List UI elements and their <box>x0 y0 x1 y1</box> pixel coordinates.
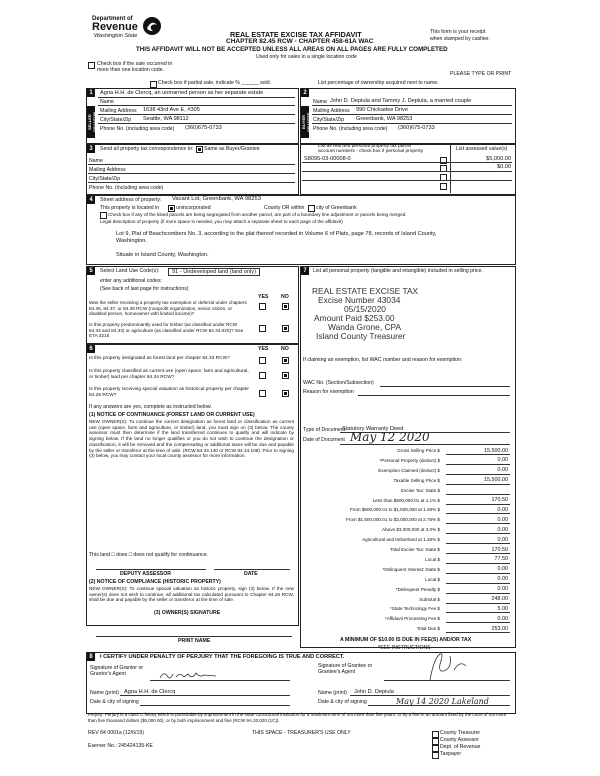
calc-underline <box>446 504 510 505</box>
eserver-number: Eserver No.: 245424135-KE <box>88 743 153 749</box>
dor-line1: Department of <box>92 16 133 22</box>
s6-q1-no[interactable] <box>282 357 289 364</box>
send-tax-mailing-label: Mailing Address <box>89 167 126 173</box>
segregated-label: Check box if any of the listed parcels are being segregated from another parcel, are part of a boundary line adjustment or parcels being merged. <box>108 212 407 217</box>
sig-grantor-label: Signature of Grantor or Grantor's Agent <box>90 665 144 678</box>
legal-line-1: Lot 9, Plat of Beachcombers No. 3, according to the plat thereof recorded in Volume 6 of Plats, page 78, records of Island County, <box>116 231 437 237</box>
calc-value: 170.50 <box>491 546 508 553</box>
send-tax-name-label: Name <box>89 158 103 164</box>
calc-label: *Delinquent Penalty $ <box>395 586 440 592</box>
see-instructions: *SEE INSTRUCTIONS <box>378 645 431 651</box>
doc-date-label: Date of Document <box>303 437 345 443</box>
s6-deputy-label: DEPUTY ASSESSOR <box>120 571 172 577</box>
s6-does-qualify: This land □ does □ does not qualify for continuance. <box>89 552 209 558</box>
land-use-q2: Is this property predominantly used for timber (as classified under RCW 84.34 and 84.33) or agriculture (as classified under RCW 84.34.020)? See ETA 3215 <box>89 322 244 339</box>
calc-label: Exemption Claimed (deduct) $ <box>378 467 440 473</box>
seller-mailing-value: 1638 43rd Ave E, #305 <box>143 107 200 113</box>
calc-underline <box>446 593 510 594</box>
send-tax-city-label: City/State/Zip <box>89 176 121 182</box>
section-3-number: 3 <box>87 145 95 153</box>
land-use-yes-header: YES <box>258 294 269 300</box>
stamp-line-1: REAL ESTATE EXCISE TAX <box>312 286 419 296</box>
calc-label: Excise Tax: State $ <box>401 487 440 493</box>
calc-underline <box>446 563 510 564</box>
rev-number: REV 84 0001a (12/6/19) <box>88 730 144 736</box>
calc-label: From $1,500,000.01 to $3,000,000 at 2.75% $ <box>346 517 440 523</box>
partial-sale-label: Check box if partial sale, indicate % ______ sold. <box>158 80 272 86</box>
calc-value: 15,500.00 <box>484 477 508 484</box>
seller-name-value: Agna H.H. de Clercq, an unmarried person as her separate estate <box>100 90 264 96</box>
calc-label: Above $3,000,000 at 3.0% $ <box>382 527 440 533</box>
minimum-note: A MINIMUM OF $10.00 IS DUE IN FEE(S) AND/OR TAX <box>340 637 472 643</box>
segregated-checkbox[interactable] <box>100 212 107 219</box>
stamp-line-4: Amount Paid $253.00 <box>314 313 395 323</box>
unincorporated-label: unincorporated <box>176 205 211 211</box>
legal-line-3: Situate in Island County, Washington. <box>116 252 209 258</box>
send-tax-label: Send all property tax correspondence to: <box>100 146 194 152</box>
buyer-city-value: Greenbank, WA 98253 <box>356 116 413 122</box>
calc-label: *State Technology Fee $ <box>390 606 440 612</box>
seller-phone-value: (360)675-0733 <box>185 125 222 131</box>
s6-q2-yes[interactable] <box>259 372 266 379</box>
calc-underline <box>446 454 510 455</box>
grantor-name-value: Agna H.H. de Clercq <box>124 689 176 695</box>
copy-checkbox[interactable] <box>432 745 439 752</box>
doc-date-value: May 12 2020 <box>350 430 430 444</box>
copy-checkbox[interactable] <box>432 752 439 759</box>
reason-label: Reason for exemption <box>303 389 354 395</box>
parcel-4-personal-checkbox[interactable] <box>440 183 447 190</box>
calc-value: 0.00 <box>497 516 508 523</box>
dor-logo <box>92 16 162 46</box>
land-use-code: 91 - Undeveloped land (land only) <box>168 268 260 276</box>
calc-underline <box>446 553 510 554</box>
calc-label: Total Due $ <box>416 626 440 632</box>
s6-q3: Is this property receiving special valuation as historical property per chapter 84.26 RCW? <box>89 387 249 398</box>
land-use-q2-yes[interactable] <box>259 325 266 332</box>
s6-q3-no[interactable] <box>282 390 289 397</box>
buyer-mailing-value: 990 Chickadee Drive <box>356 107 408 113</box>
grantee-name-label: Name (print) <box>318 690 347 696</box>
s6-notice1-title: (1) NOTICE OF CONTINUANCE (FOREST LAND OR CURRENT USE) <box>89 412 255 418</box>
calc-label: Total Excise Tax: State $ <box>390 547 440 552</box>
s6-print-name: PRINT NAME <box>178 638 211 644</box>
calc-label: Gross Selling Price $ <box>397 448 440 453</box>
partial-sale-checkbox[interactable] <box>150 81 157 88</box>
land-use-q1-yes[interactable] <box>259 303 266 310</box>
s6-no-header: NO <box>281 346 289 352</box>
parcel-value-2: $0.00 <box>497 164 511 170</box>
section-2-number: 2 <box>301 89 309 97</box>
calc-underline <box>446 484 510 485</box>
s6-notice2-text: NEW OWNER(S): To continue special valuation as historic property, sign (3) below. If the new owner(s) does not wish to continue, all additional tax calculated pursuant to Chapter 84.26 RCW, shall be due and payable by the seller or transferor at the time of sale. <box>89 586 294 603</box>
see-back-label: (See back of last page for instructions) <box>100 286 189 292</box>
wac-label: WAC No. (Section/Subsection) <box>303 380 374 386</box>
land-use-label: Select Land Use Code(s): <box>100 268 160 274</box>
grantor-date-label: Date & city of signing <box>90 699 139 705</box>
calc-value: 0.00 <box>497 506 508 513</box>
copy-checkbox[interactable] <box>432 738 439 745</box>
seller-mailing-label: Mailing Address <box>100 108 137 114</box>
grantee-name-value: John D. Depiula <box>354 689 394 695</box>
buyer-mailing-label: Mailing Address <box>313 108 350 114</box>
copy-label: County Assessor <box>440 737 479 743</box>
more-than-one-label: Check box if the sale occurred in <box>97 61 173 67</box>
calc-value: 0.00 <box>497 576 508 583</box>
seller-name-label: Name <box>100 99 114 105</box>
sig-grantee-label: Signature of Grantee or Grantee's Agent <box>318 663 373 676</box>
exemption-label: If claiming an exemption, list WAC number and reason for exemption: <box>303 357 463 363</box>
unincorporated-checkbox[interactable] <box>168 205 175 212</box>
calc-underline <box>446 583 510 584</box>
buyer-city-label: City/State/Zip <box>313 117 345 123</box>
section-7-number: 7 <box>301 267 309 275</box>
buyer-name-value: John D. Depiula and Tammy J. Depiula, a married couple <box>330 98 472 104</box>
located-label: This property is located in <box>100 205 160 211</box>
stamp-line-3: 05/15/2020 <box>344 304 386 314</box>
stamp-line-6: Island County Treasurer <box>316 331 406 341</box>
calc-label: *Personal Property (deduct) $ <box>379 457 440 463</box>
stamp-line-5: Wanda Grone, CPA <box>328 322 402 332</box>
form-chapter: CHAPTER 82.45 RCW - CHAPTER 458-61A WAC <box>226 38 374 45</box>
buyer-phone-label: Phone No. (including area code) <box>313 126 388 132</box>
calc-underline <box>446 533 510 534</box>
more-than-one-label-2: more than one location code. <box>97 67 164 73</box>
calc-underline <box>446 474 510 475</box>
calc-underline <box>446 464 510 465</box>
dor-emblem-icon <box>142 16 162 36</box>
calc-value: 0.00 <box>497 615 508 622</box>
doc-type-value: Statutory Warranty Deed <box>342 426 404 432</box>
s6-notice2-title: (2) NOTICE OF COMPLIANCE (HISTORIC PROPERTY) <box>89 579 221 585</box>
parcel-value-1: $5,000.00 <box>486 156 511 162</box>
calc-underline <box>446 543 510 544</box>
legal-line-2: Washington. <box>116 238 147 244</box>
seller-phone-label: Phone No. (including area code) <box>100 126 175 132</box>
calc-value: 0.00 <box>497 566 508 573</box>
s6-q1-yes[interactable] <box>259 357 266 364</box>
street-value: Vacant Lot, Greenbank, WA 98253 <box>172 196 261 202</box>
copy-label: Dept. of Revenue <box>440 744 481 750</box>
certify-text: I CERTIFY UNDER PENALTY OF PERJURY THAT THE FOREGOING IS TRUE AND CORRECT. <box>100 654 345 660</box>
copy-label: Taxpayer <box>440 751 462 757</box>
buyer-phone-value: (360)675-0733 <box>398 125 435 131</box>
calc-underline <box>446 603 510 604</box>
s6-q2-no[interactable] <box>282 372 289 379</box>
buyer-name-label: Name <box>313 99 327 105</box>
percentage-ownership-label: List percentage of ownership acquired next to name. <box>318 80 439 86</box>
calc-value: 0.00 <box>497 586 508 593</box>
doc-type-label: Type of Document <box>303 427 346 433</box>
parcels-header-2: account numbers - check box if personal property <box>318 149 424 154</box>
calc-value: 248.00 <box>491 596 508 602</box>
calc-underline <box>446 612 510 613</box>
more-than-one-location-checkbox[interactable] <box>88 62 95 69</box>
city-of-checkbox[interactable] <box>308 205 315 212</box>
section-8-number: 8 <box>87 653 95 661</box>
calc-label: Local $ <box>425 556 440 562</box>
s6-notice1-text: NEW OWNER(S): To continue the current designation as forest land or classification as current use (open space, farm and agriculture, or timber) land, you must sign on (3) below. The county assessor must then determine if the land transferred continues to qualify and will indicate by signing below. If the land no longer qualifies or you do not wish to continue the designation or classification, it will be removed and the compensating or additional taxes will be due and payable by the seller or transferor at the time of sale. (RCW 84.33.140 or RCW 84.34.108). Prior to signing (3) below, you may contact your local county assessor for more information. <box>89 419 294 459</box>
dor-line2: Revenue <box>92 21 138 33</box>
calc-underline <box>446 523 510 524</box>
seller-city-label: City/State/Zip <box>100 117 132 123</box>
copy-label: County Treasurer <box>440 730 481 736</box>
parcel-account-1: S8095-03-00008-0 <box>304 156 351 162</box>
buyer-side-label: BUYER GRANTEE <box>301 106 309 138</box>
land-use-no-header: NO <box>281 294 289 300</box>
calc-label: Taxable Selling Price $ <box>393 477 440 483</box>
copy-checkbox[interactable] <box>432 731 439 738</box>
calc-value: 5.00 <box>497 605 508 612</box>
land-use-q2-no[interactable] <box>282 325 289 332</box>
s6-owner-sig: (3) OWNER(S) SIGNATURE <box>154 610 221 616</box>
calc-label: *Delinquent Interest: State $ <box>382 566 440 572</box>
calc-value: 0.00 <box>497 467 508 474</box>
calc-label: Agricultural and timberland at 1.28% $ <box>362 537 440 543</box>
form-title: REAL ESTATE EXCISE TAX AFFIDAVIT <box>230 30 362 39</box>
please-type: PLEASE TYPE OR PRINT <box>450 71 512 77</box>
calc-value: 77.50 <box>494 556 508 563</box>
treasurer-use: THIS SPACE - TREASURER'S USE ONLY <box>252 730 351 736</box>
dor-line3: Washington State <box>94 33 138 39</box>
sales-note: Used only for sales in a single location code <box>256 54 357 60</box>
seller-city-value: Seattle, WA 98112 <box>143 116 189 122</box>
s6-any-answers: If any answers are yes, complete as instructed below. <box>89 404 212 410</box>
land-use-q1-no[interactable] <box>282 303 289 310</box>
s6-q2: Is this property classified as current use (open space, farm and agricultural, or timber) land per chapter 84.34 RCW? <box>89 369 249 380</box>
receipt-line1: This form is your receipt <box>430 29 486 35</box>
receipt-line2: when stamped by cashier. <box>430 36 490 42</box>
grantee-date-value: May 14 2020 Lakeland <box>396 697 489 706</box>
county-label: County OR within <box>264 205 305 211</box>
calc-label: From $500,000.01 to $1,500,000 at 1.28% $ <box>349 507 440 513</box>
same-as-buyer-checkbox[interactable] <box>196 146 203 153</box>
send-tax-phone-label: Phone No. (including area code) <box>89 185 164 191</box>
seller-side-label: SELLER GRANTOR <box>87 106 95 138</box>
grantee-signature <box>410 650 470 682</box>
street-label: Street address of property: <box>100 197 162 203</box>
calc-value: 15,500.00 <box>484 447 508 454</box>
calc-value: 253.00 <box>491 625 508 632</box>
s6-q1: Is this property designated as forest land per chapter 84.33 RCW? <box>89 356 230 361</box>
calc-label: Local $ <box>425 576 440 582</box>
city-of-label: city of Greenbank <box>316 205 357 211</box>
parcels-header-1: List all real and personal property tax parcel <box>318 144 412 149</box>
assessed-header: List assessed value(s) <box>456 146 508 152</box>
section-5-number: 5 <box>87 267 95 275</box>
s6-date-label: DATE <box>244 571 258 577</box>
calc-underline <box>446 513 510 514</box>
section-1-number: 1 <box>87 89 95 97</box>
grantee-date-label: Date & city of signing <box>318 699 367 705</box>
stamp-line-2: Excise Number 43034 <box>318 295 401 305</box>
calc-value: 170.50 <box>491 497 508 503</box>
calc-label: Less than $500,000.01 at 1.1% $ <box>372 497 440 503</box>
section-4-number: 4 <box>87 196 95 204</box>
land-use-q1: Was the seller receiving a property tax exemption or deferral under chapters 84.36, 84.37, or 84.38 RCW (nonprofit organization, senior citizen, or disabled person, homeowner with limited income)? <box>89 300 247 317</box>
s6-q3-yes[interactable] <box>259 390 266 397</box>
calc-value: 0.00 <box>497 457 508 464</box>
s6-yes-header: YES <box>258 346 269 352</box>
grantor-name-label: Name (print) <box>90 690 119 696</box>
calc-underline <box>446 494 510 495</box>
calc-underline <box>446 622 510 623</box>
calc-value: 0.00 <box>497 536 508 543</box>
perjury-notice: Perjury: Perjury is a class C felony which is punishable by imprisonment in the state correctional institution for a maximum term of not more than five years, or by a fine in an amount fixed by the court of not more than five thousand dollars ($5,000.00), or by both imprisonment and fine (RCW 9A.20.020 (1C)). <box>88 712 507 723</box>
calc-label: Subtotal $ <box>419 596 440 602</box>
calc-underline <box>446 632 510 633</box>
additional-codes-label: enter any additional codes: <box>100 278 163 284</box>
personal-property-label: List all personal property (tangible and intangible) included in selling price. <box>313 268 483 274</box>
excise-tax-stamp <box>312 287 462 347</box>
form-warning: THIS AFFIDAVIT WILL NOT BE ACCEPTED UNLESS ALL AREAS ON ALL PAGES ARE FULLY COMPLETED <box>136 46 448 53</box>
grantor-signature <box>158 668 228 682</box>
legal-label: Legal description of property (if more space is needed, you may attach a separate sheet to each page of the affidavit) <box>100 219 343 224</box>
calc-label: *Affidavit Processing Fee $ <box>384 616 440 622</box>
calc-value: 0.00 <box>497 526 508 533</box>
section-6-number: 6 <box>87 345 95 353</box>
calc-underline <box>446 573 510 574</box>
same-as-buyer-label: Same as Buyer/Grantee <box>204 146 260 152</box>
